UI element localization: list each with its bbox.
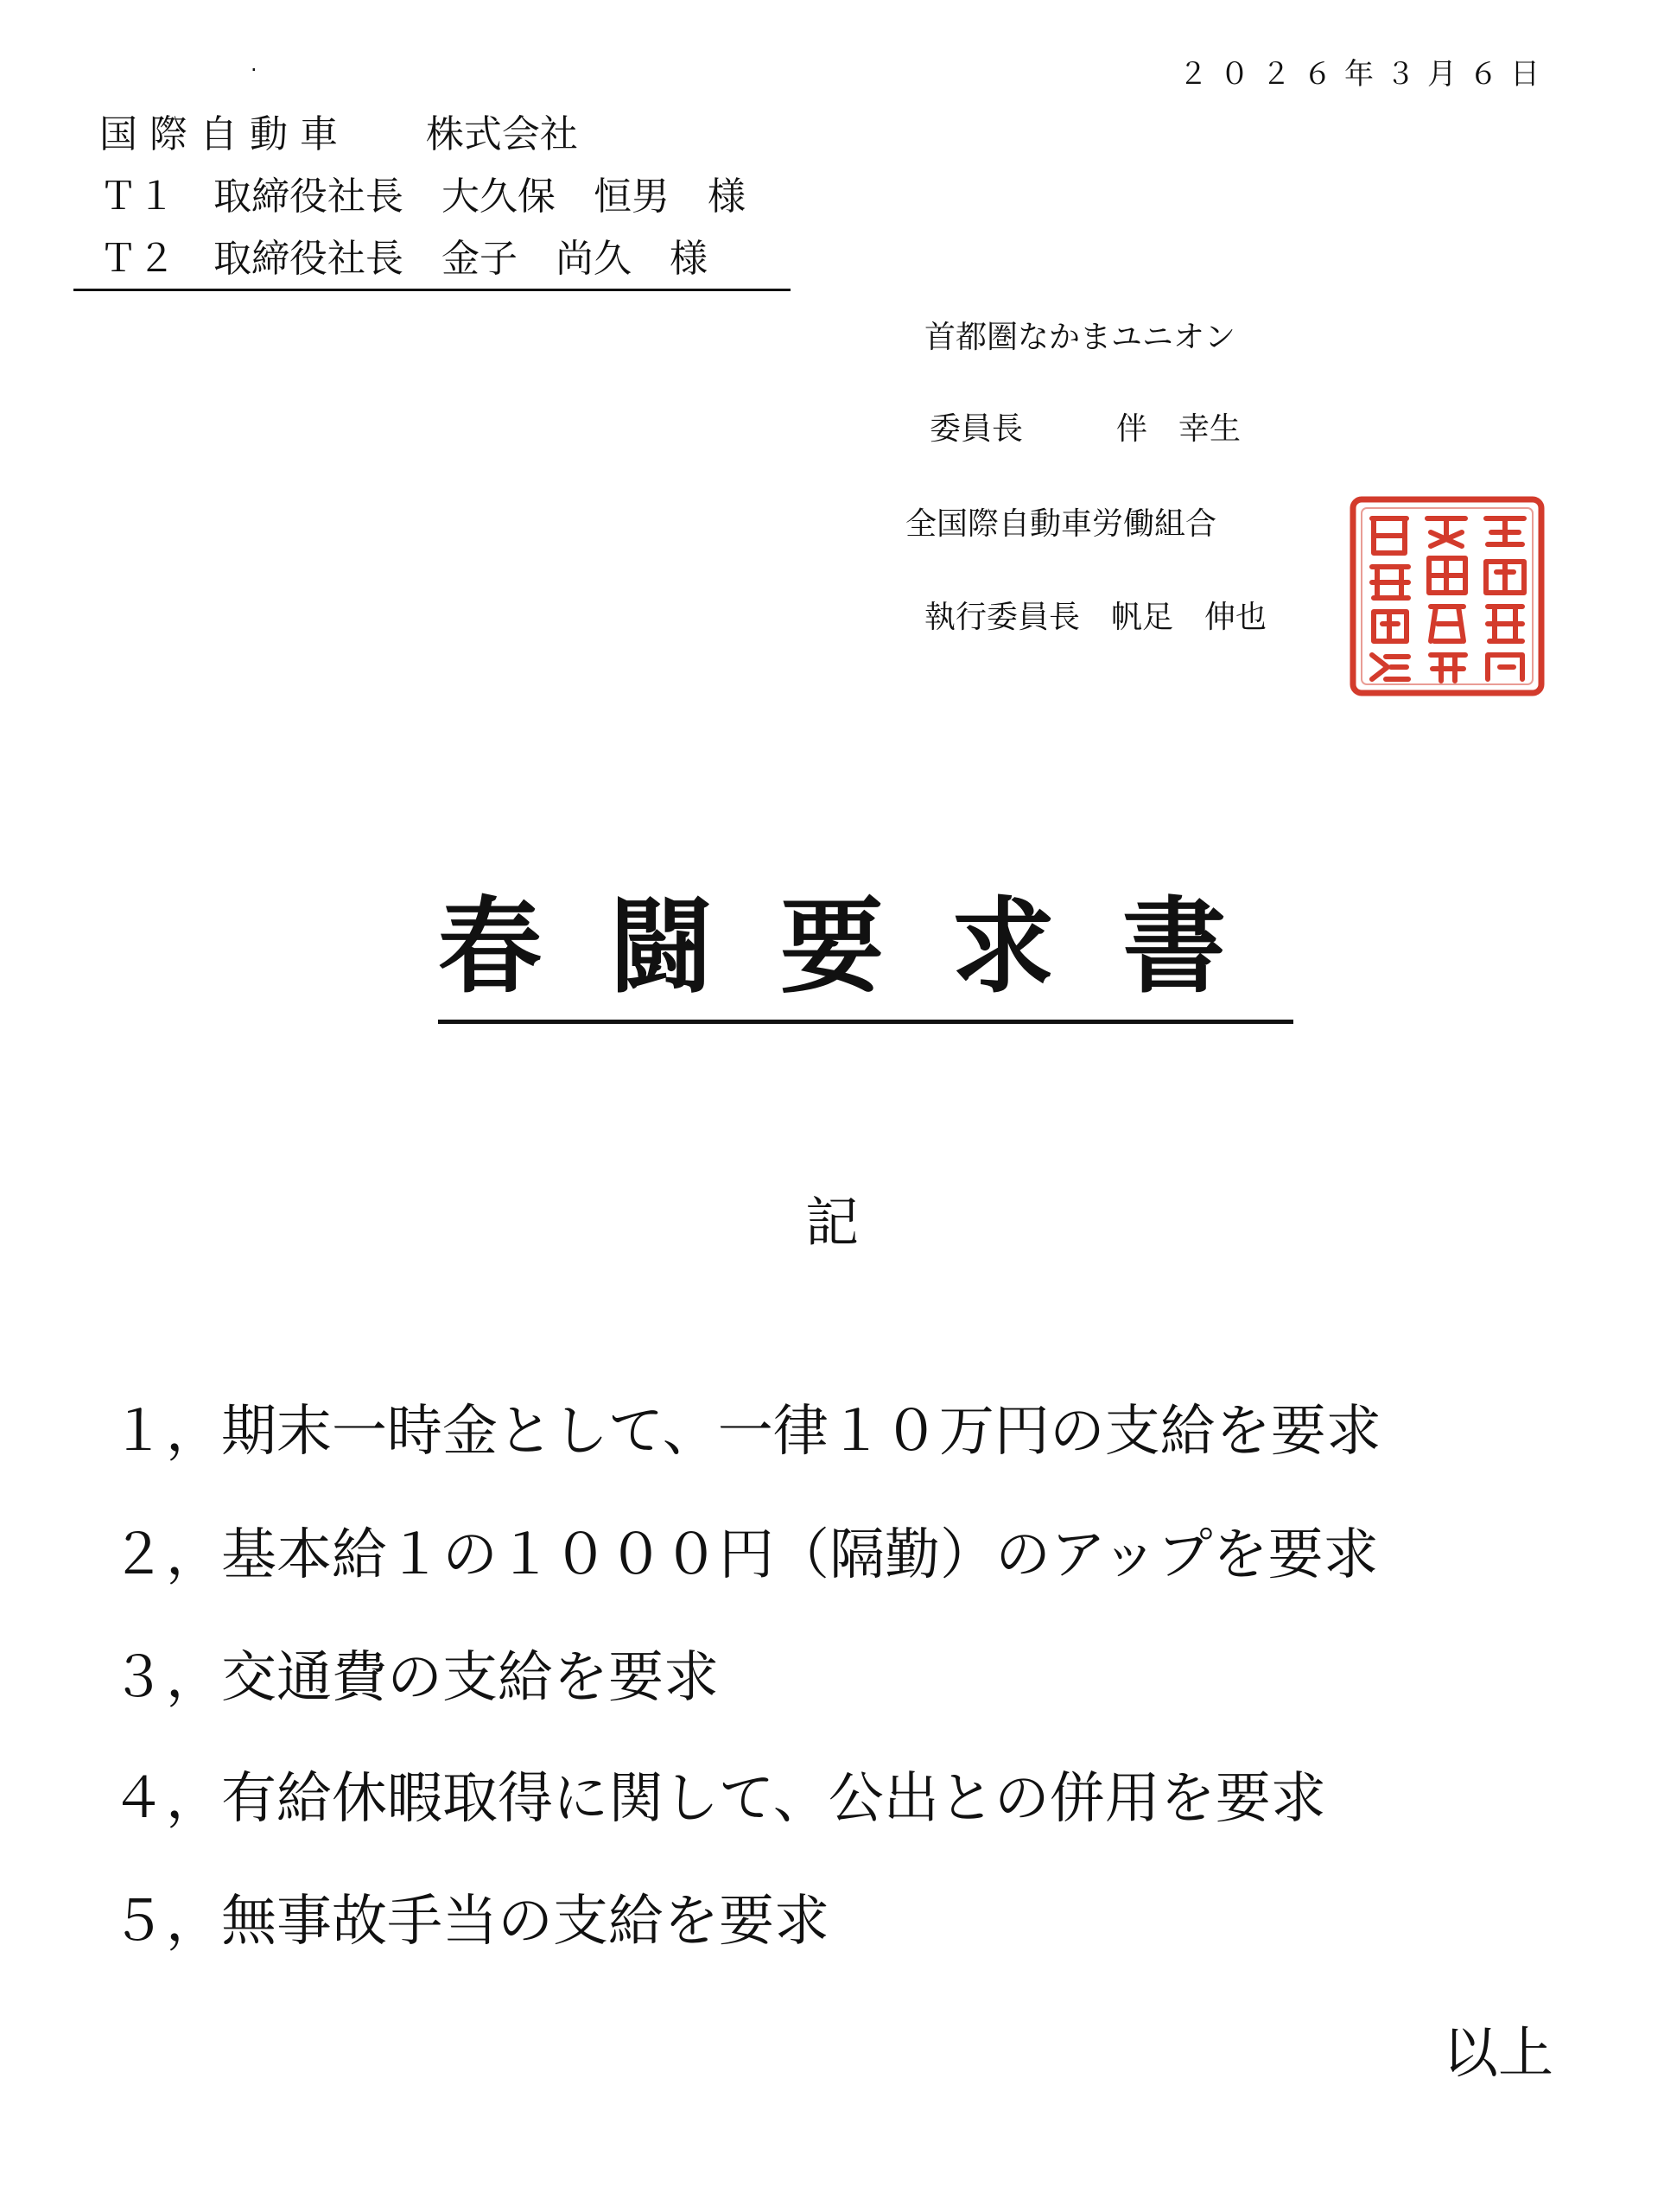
demand-item-2: ２，基本給１の１０００円（隔勤）のアップを要求	[111, 1523, 1379, 1587]
closing-ijou: 以上	[1443, 2022, 1553, 2086]
ki-heading: 記	[804, 1191, 859, 1254]
demand-item-5: ５，無事故手当の支給を要求	[111, 1890, 829, 1954]
sender-union-1: 首都圏なかまユニオン	[924, 320, 1236, 355]
sender-union-2-rep: 執行委員長 帆足 伸也	[924, 600, 1267, 635]
document-date: ２０２６年３月６日	[1178, 57, 1552, 92]
document-title-text: 春闘要求書	[438, 864, 1293, 1024]
demand-item-3: ３，交通費の支給を要求	[111, 1646, 719, 1710]
demand-item-4: ４，有給休暇取得に関して、公出との併用を要求	[111, 1767, 1326, 1831]
addressee-company: 国 際 自 動 車 株式会社	[99, 112, 578, 156]
addressee-t2: Ｔ２ 取締役社長 金子 尚久 様	[99, 237, 708, 281]
demand-item-1: １，期末一時金として、一律１０万円の支給を要求	[111, 1400, 1381, 1464]
document-title	[0, 864, 1664, 1024]
sender-union-1-rep: 委員長 伴 幸生	[930, 411, 1242, 447]
sender-union-2: 全国際自動車労働組合	[905, 506, 1217, 542]
addressee-block	[99, 104, 746, 290]
addressee-underline	[73, 289, 791, 291]
union-seal-icon	[1348, 494, 1547, 698]
stray-mark: .	[251, 52, 257, 76]
addressee-t1: Ｔ１ 取締役社長 大久保 恒男 様	[99, 175, 746, 219]
